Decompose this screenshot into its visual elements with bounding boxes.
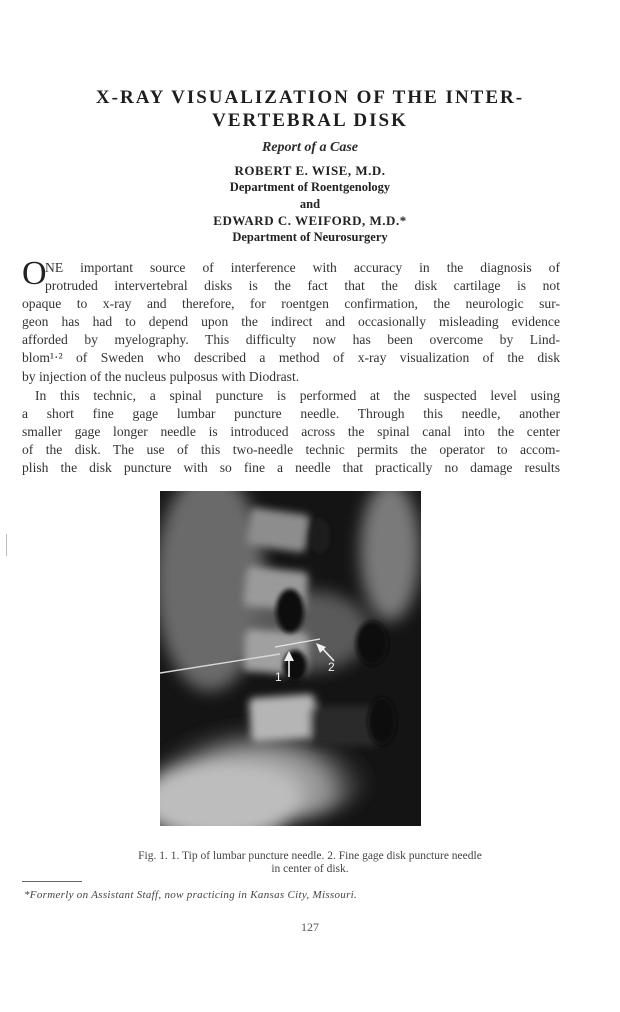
paragraph-line: opaque to x-ray and therefore, for roentgen confirmation, the neurologic sur- — [22, 296, 560, 312]
article-title-line-2: VERTEBRAL DISK — [212, 110, 408, 131]
article-title-line-1: X-RAY VISUALIZATION OF THE INTER- — [95, 87, 525, 108]
paragraph-2 — [22, 387, 560, 477]
paragraph-line: smaller gage longer needle is introduced across the spinal canal into the center — [22, 424, 560, 440]
paragraph-line: plish the disk puncture with so fine a needle that practically no damage results — [22, 460, 560, 476]
figure-label-2: 2 — [328, 660, 335, 674]
footnote: *Formerly on Assistant Staff, now practicing in Kansas City, Missouri. — [24, 889, 358, 901]
paragraph-line: geon has had to depend upon the indirect and occasionally misleading evidence — [22, 314, 560, 330]
page-number: 127 — [301, 920, 319, 934]
xray-figure — [160, 491, 421, 826]
paragraph-line: a short fine gage lumbar puncture needle. Through this needle, another — [22, 406, 560, 422]
paragraph-line: NE important source of interference with accuracy in the diagnosis of — [45, 260, 560, 275]
figure-label-1: 1 — [275, 670, 282, 684]
paragraph-line: afforded by myelography. This difficulty now has been overcome by Lind- — [22, 332, 560, 348]
footnote-rule — [22, 881, 82, 882]
scan-artifact — [6, 534, 7, 556]
paragraph-line: blom¹·² of Sweden who described a method of x-ray visualization of the disk — [22, 350, 560, 366]
paragraph-1 — [22, 255, 560, 386]
author-conjunction: and — [299, 197, 321, 211]
drop-cap: O — [22, 255, 47, 292]
article-subtitle: Report of a Case — [261, 140, 359, 155]
department-1: Department of Roentgenology — [229, 180, 391, 194]
author-1: ROBERT E. WISE, M.D. — [234, 163, 386, 178]
paragraph-line: by injection of the nucleus pulposus with Diodrast. — [22, 368, 300, 384]
paragraph-line: protruded intervertebral disks is the fact that the disk cartilage is not — [45, 278, 560, 294]
paragraph-line: of the disk. The use of this two-needle technic permits the operator to accom- — [22, 442, 560, 458]
author-2: EDWARD C. WEIFORD, M.D.* — [213, 213, 407, 228]
xray-image — [160, 491, 421, 826]
department-2: Department of Neurosurgery — [232, 230, 388, 244]
figure-caption-line-1: Fig. 1. 1. Tip of lumbar puncture needle. 2. Fine gage disk puncture needle — [138, 850, 482, 862]
paragraph-line: In this technic, a spinal puncture is performed at the suspected level using — [35, 388, 560, 403]
figure-caption-line-2: in center of disk. — [271, 863, 349, 875]
